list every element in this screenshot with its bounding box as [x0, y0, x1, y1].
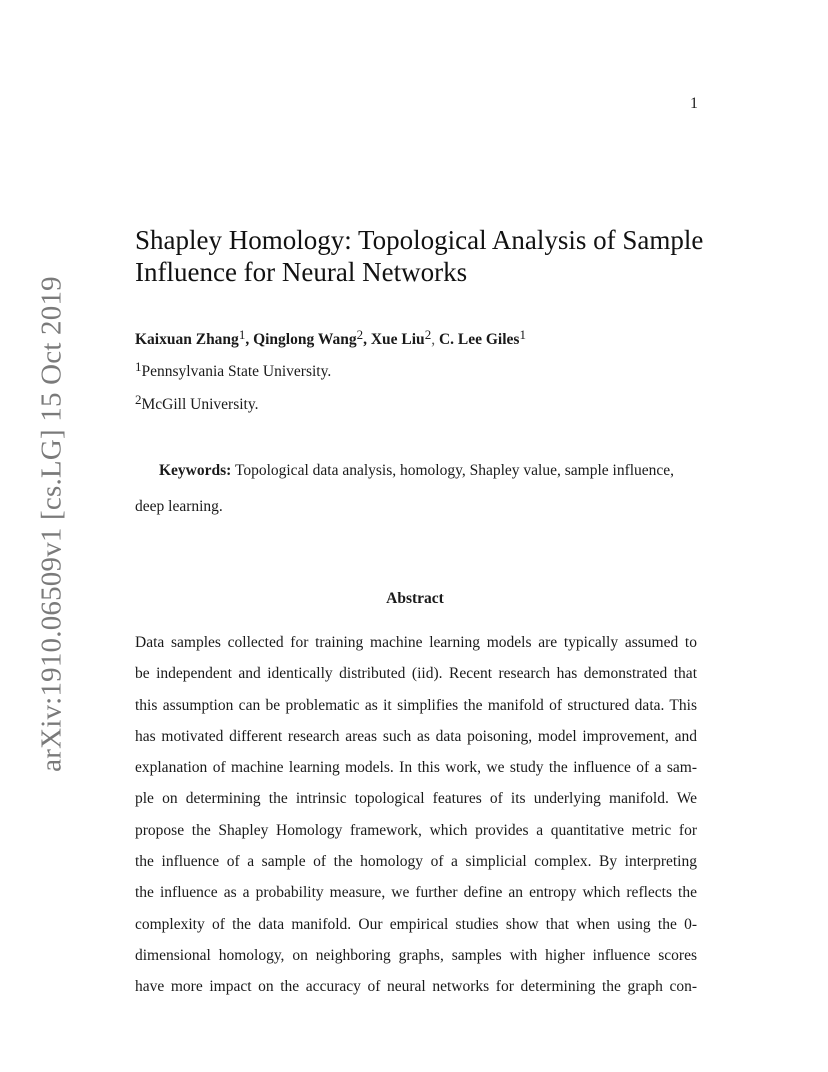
abstract-line: propose the Shapley Homology framework, which provides a quantitative metric for	[135, 821, 697, 839]
abstract-line: the influence as a probability measure, we further define an entropy which reflects the	[135, 884, 697, 902]
abstract-line: ple on determining the intrinsic topological features of its underlying manifold. We	[135, 790, 697, 808]
page-number: 1	[690, 95, 698, 112]
author-name: C. Lee Giles	[438, 331, 520, 348]
abstract-line: this assumption can be problematic as it simplifies the manifold of structured data. This	[135, 696, 697, 714]
affiliation-mark: 2	[135, 392, 142, 407]
author-name: Kaixuan Zhang	[135, 331, 239, 348]
abstract-line: Data samples collected for training machine learning models are typically assumed to	[135, 634, 697, 651]
author-affiliation-mark: 2	[356, 327, 364, 342]
keywords-paragraph	[135, 453, 697, 525]
abstract-heading: Abstract	[386, 590, 444, 607]
affiliation-name: McGill University.	[141, 396, 259, 413]
affiliation	[135, 359, 331, 381]
abstract-line: have more impact on the accuracy of neural networks for determining the graph con-	[135, 978, 697, 996]
keywords-text: Topological data analysis, homology, Shapley value, sample influence, deep learning.	[135, 462, 675, 515]
author-affiliation-mark: 1	[238, 327, 246, 342]
abstract-line: be independent and identically distributed (iid). Recent research has demonstrated that	[135, 665, 697, 683]
author-affiliation-mark: 1	[519, 327, 526, 342]
paper-title: Shapley Homology: Topological Analysis of Sample Influence for Neural Networks	[135, 225, 704, 287]
author-list: Kaixuan Zhang$^1$, Qinglong Wang$^2$, Xue Liu$^2$, C. Lee Giles$^1$	[135, 327, 526, 348]
author-name: Qinglong Wang	[253, 331, 357, 348]
affiliation	[135, 392, 258, 414]
abstract-line: dimensional homology, on neighboring graphs, samples with higher influence scores	[135, 946, 697, 964]
affiliation-name: Pennsylvania State University.	[141, 363, 332, 380]
author-name: Xue Liu	[370, 331, 425, 348]
author-affiliation-mark: 2	[424, 327, 432, 342]
keywords-label: Keywords:	[159, 462, 232, 479]
abstract-line: complexity of the data manifold. Our empirical studies show that when using the 0-	[135, 915, 697, 933]
arxiv-identifier-stamp: arXiv:1910.06509v1 [cs.LG] 15 Oct 2019	[35, 276, 68, 772]
abstract-line: has motivated different research areas such as data poisoning, model improvement, and	[135, 727, 697, 745]
abstract-line: the influence of a sample of the homology of a simplicial complex. By interpreting	[135, 853, 697, 871]
abstract-body	[135, 632, 697, 1008]
affiliation-mark: 1	[135, 359, 142, 374]
abstract-line: explanation of machine learning models. In this work, we study the influence of a sam-	[135, 759, 697, 777]
